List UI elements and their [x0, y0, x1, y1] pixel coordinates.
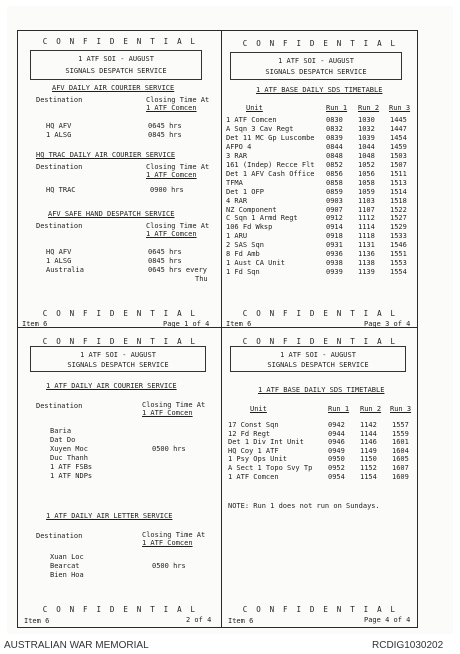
- item-label: Item 6: [228, 617, 254, 625]
- run-time-cell: 1529: [390, 223, 407, 232]
- title-line-2: SIGNALS DESPATCH SERVICE: [67, 361, 169, 369]
- page-number: Page 1 of 4: [163, 320, 210, 328]
- run-time-cell: 1039: [358, 133, 375, 142]
- run-time-cell: 1044: [358, 142, 375, 151]
- time-cell: 0645 hrs: [148, 248, 182, 256]
- run-time-cell: 1149: [360, 446, 377, 455]
- run-time-cell: 0914: [326, 223, 343, 232]
- run-time-cell: 1553: [390, 259, 407, 268]
- column-header-run-1: Run 1: [328, 405, 350, 413]
- unit-cell: A Sqn 3 Cav Regt: [226, 124, 294, 133]
- run-time-cell: 0952: [328, 464, 345, 472]
- page-number: Page 4 of 4: [364, 616, 411, 624]
- run-time-cell: 1131: [358, 241, 375, 250]
- unit-cell: C Sqn 1 Armd Regt: [226, 214, 298, 223]
- time-cell: 0900 hrs: [150, 186, 184, 194]
- unit-cell: 1 Psy Ops Unit: [228, 455, 288, 464]
- bottom-confidential-marking: C O N F I D E N T I A L: [42, 309, 198, 318]
- time-cell: 0645 hrs every: [148, 266, 208, 274]
- unit-cell: 106 Fd Wksp: [226, 223, 273, 232]
- run-time-cell: 1551: [390, 250, 407, 259]
- time-cell-continued: Thu: [195, 275, 208, 283]
- run-time-cell: 1118: [358, 232, 375, 241]
- unit-cell: A Sect 1 Topo Svy Tp: [228, 464, 313, 472]
- unit-cell: 161 (Indep) Recce Flt: [226, 160, 315, 169]
- time-cell: 0500 hrs: [152, 562, 186, 570]
- destination-cell: 1 ALSG: [46, 131, 72, 139]
- run-time-cell: 0903: [326, 196, 343, 205]
- destination-cell: Bearcat: [50, 562, 80, 570]
- column-header-closing-time: Closing Time At: [142, 531, 206, 539]
- column-header-comcen: 1 ATF Comcen: [146, 230, 197, 238]
- column-header-closing-time: Closing Time At: [146, 222, 210, 230]
- run-time-cell: 0832: [326, 124, 343, 133]
- destination-cell: HQ TRAC: [46, 186, 76, 194]
- column-header-destination: Destination: [36, 163, 83, 171]
- unit-cell: Det 1 OFP: [226, 187, 264, 196]
- run-time-cell: 1052: [358, 160, 375, 169]
- title-line-1: 1 ATF SOI - AUGUST: [78, 55, 154, 63]
- run-time-cell: 1447: [390, 124, 407, 133]
- run-time-cell: 1554: [390, 268, 407, 277]
- run-time-cell: 1605: [392, 455, 409, 464]
- top-confidential-marking: C O N F I D E N T I A L: [42, 37, 198, 46]
- run-time-cell: 0918: [326, 232, 343, 241]
- unit-cell: 1 Fd Sqn: [226, 268, 260, 277]
- section-heading: 1 ATF DAILY AIR LETTER SERVICE: [46, 512, 173, 520]
- run-time-cell: 1150: [360, 455, 377, 464]
- destination-cell: Dat Do: [50, 436, 76, 444]
- run-time-cell: 1454: [390, 133, 407, 142]
- run-time-cell: 1144: [360, 429, 377, 438]
- destination-cell: 1 ATF NDPs: [50, 472, 93, 480]
- run-time-cell: 1142: [360, 421, 377, 429]
- run-time-cell: 1557: [392, 421, 409, 429]
- unit-cell: Det 11 MC Gp Luscombe: [226, 133, 315, 142]
- column-header-destination: Destination: [36, 402, 83, 410]
- destination-cell: Xuan Loc: [50, 553, 84, 561]
- run-time-cell: 1138: [358, 259, 375, 268]
- title-line-1: 1 ATF SOI - AUGUST: [280, 351, 356, 359]
- run-time-cell: 0938: [326, 259, 343, 268]
- section-heading: 1 ATF DAILY AIR COURIER SERVICE: [46, 382, 177, 390]
- run-time-cell: 1527: [390, 214, 407, 223]
- column-header-destination: Destination: [36, 222, 83, 230]
- run-time-cell: 0839: [326, 133, 343, 142]
- section-heading: HQ TRAC DAILY AIR COURIER SERVICE: [36, 151, 176, 159]
- run-time-cell: 0830: [326, 116, 343, 124]
- run-time-cell: 1107: [358, 205, 375, 214]
- unit-cell: 1 ARU: [226, 232, 248, 241]
- run-time-cell: 0949: [328, 446, 345, 455]
- time-cell: 0845 hrs: [148, 131, 182, 139]
- run-time-cell: 1103: [358, 196, 375, 205]
- run-time-cell: 1601: [392, 438, 409, 447]
- title-line-1: 1 ATF SOI - AUGUST: [80, 351, 156, 359]
- run-time-cell: 1546: [390, 241, 407, 250]
- destination-cell: Duc Thanh: [50, 454, 88, 462]
- destination-cell: Bien Hoa: [50, 571, 84, 579]
- column-header-run-1: Run 1: [326, 104, 348, 112]
- unit-cell: 17 Const Sqn: [228, 421, 279, 429]
- item-label: Item 6: [24, 617, 50, 625]
- column-header-closing-time: Closing Time At: [146, 96, 210, 104]
- destination-cell: 1 ALSG: [46, 257, 72, 265]
- run-time-cell: 0848: [326, 151, 343, 160]
- run-time-cell: 0946: [328, 438, 345, 447]
- column-header-destination: Destination: [36, 96, 83, 104]
- column-header-comcen: 1 ATF Comcen: [146, 171, 197, 179]
- destination-cell: Xuyen Moc: [50, 445, 88, 453]
- column-header-closing-time: Closing Time At: [142, 401, 206, 409]
- title-line-2: SIGNALS DESPATCH SERVICE: [65, 67, 167, 75]
- title-line-1: 1 ATF SOI - AUGUST: [278, 57, 354, 65]
- unit-cell: Det 1 Div Int Unit: [228, 438, 304, 447]
- archive-reference: RCDIG1030202: [372, 640, 444, 651]
- run-time-cell: 1604: [392, 446, 409, 455]
- top-confidential-marking: C O N F I D E N T I A L: [242, 39, 398, 48]
- run-time-cell: 0936: [326, 250, 343, 259]
- column-header-run-2: Run 2: [358, 104, 380, 112]
- top-confidential-marking: C O N F I D E N T I A L: [242, 337, 398, 346]
- column-header-unit: Unit: [250, 405, 267, 413]
- unit-cell: 1 ATF Comcen: [226, 116, 277, 124]
- unit-cell: NZ Component: [226, 205, 277, 214]
- run-time-cell: 1533: [390, 232, 407, 241]
- run-time-cell: 0950: [328, 455, 345, 464]
- unit-cell: 3 RAR: [226, 151, 248, 160]
- time-cell: 0500 hrs: [152, 445, 186, 453]
- run-time-cell: 0944: [328, 429, 345, 438]
- bottom-confidential-marking: C O N F I D E N T I A L: [242, 605, 398, 614]
- run-time-cell: 1607: [392, 464, 409, 472]
- title-line-2: SIGNALS DESPATCH SERVICE: [267, 361, 369, 369]
- destination-cell: 1 ATF FSBs: [50, 463, 93, 471]
- unit-cell: 2 SAS Sqn: [226, 241, 264, 250]
- top-confidential-marking: C O N F I D E N T I A L: [42, 337, 198, 346]
- unit-cell: 1 Aust CA Unit: [226, 259, 286, 268]
- page-number: Page 3 of 4: [364, 320, 411, 328]
- column-header-comcen: 1 ATF Comcen: [146, 104, 197, 112]
- run-time-cell: 1114: [358, 223, 375, 232]
- run-time-cell: 1518: [390, 196, 407, 205]
- column-header-closing-time: Closing Time At: [146, 163, 210, 171]
- unit-cell: 12 Fd Regt: [228, 429, 271, 438]
- destination-cell: HQ AFV: [46, 122, 72, 130]
- horizontal-divider: [17, 327, 418, 328]
- run-time-cell: 1511: [390, 169, 407, 178]
- item-label: Item 6: [22, 320, 48, 328]
- run-time-cell: 1112: [358, 214, 375, 223]
- run-time-cell: 1154: [360, 472, 377, 481]
- page-number: 2 of 4: [186, 616, 212, 624]
- run-time-cell: 1059: [358, 187, 375, 196]
- column-header-run-3: Run 3: [390, 405, 412, 413]
- column-header-comcen: 1 ATF Comcen: [142, 409, 193, 417]
- run-time-cell: 1559: [392, 429, 409, 438]
- run-time-cell: 0852: [326, 160, 343, 169]
- run-time-cell: 1609: [392, 472, 409, 481]
- run-time-cell: 1445: [390, 116, 407, 124]
- run-time-cell: 0907: [326, 205, 343, 214]
- destination-cell: Australia: [46, 266, 84, 274]
- section-heading: AFV DAILY AIR COURIER SERVICE: [52, 84, 175, 92]
- run-time-cell: 1507: [390, 160, 407, 169]
- column-header-unit: Unit: [246, 104, 263, 112]
- run-time-cell: 0858: [326, 178, 343, 187]
- run-time-cell: 1514: [390, 187, 407, 196]
- run-time-cell: 1146: [360, 438, 377, 447]
- run-time-cell: 0912: [326, 214, 343, 223]
- run-time-cell: 0931: [326, 241, 343, 250]
- unit-cell: Det 1 AFV Cash Office: [226, 169, 315, 178]
- timetable-heading: 1 ATF BASE DAILY SDS TIMETABLE: [258, 386, 385, 394]
- section-heading: AFV SAFE HAND DESPATCH SERVICE: [48, 210, 175, 218]
- run-time-cell: 1513: [390, 178, 407, 187]
- run-time-cell: 1136: [358, 250, 375, 259]
- run-time-cell: 1058: [358, 178, 375, 187]
- unit-cell: AFPO 4: [226, 142, 252, 151]
- unit-cell: 4 RAR: [226, 196, 248, 205]
- run-time-cell: 1056: [358, 169, 375, 178]
- item-label: Item 6: [226, 320, 252, 328]
- timetable-heading: 1 ATF BASE DAILY SDS TIMETABLE: [256, 86, 383, 94]
- title-line-2: SIGNALS DESPATCH SERVICE: [265, 68, 367, 76]
- column-header-run-2: Run 2: [360, 405, 382, 413]
- column-header-destination: Destination: [36, 532, 83, 540]
- time-cell: 0645 hrs: [148, 122, 182, 130]
- run-time-cell: 1139: [358, 268, 375, 277]
- run-time-cell: 0844: [326, 142, 343, 151]
- archive-name: AUSTRALIAN WAR MEMORIAL: [4, 640, 149, 651]
- run-time-cell: 1152: [360, 464, 377, 472]
- destination-cell: Baria: [50, 427, 72, 435]
- run-time-cell: 0942: [328, 421, 345, 429]
- run-time-cell: 0856: [326, 169, 343, 178]
- bottom-confidential-marking: C O N F I D E N T I A L: [42, 605, 198, 614]
- vertical-divider: [221, 30, 222, 628]
- time-cell: 0845 hrs: [148, 257, 182, 265]
- column-header-comcen: 1 ATF Comcen: [142, 539, 193, 547]
- run-time-cell: 1522: [390, 205, 407, 214]
- run-time-cell: 1048: [358, 151, 375, 160]
- unit-cell: 8 Fd Amb: [226, 250, 260, 259]
- run-time-cell: 1032: [358, 124, 375, 133]
- run-time-cell: 1030: [358, 116, 375, 124]
- run-time-cell: 0859: [326, 187, 343, 196]
- unit-cell: HQ Coy 1 ATF: [228, 446, 279, 455]
- destination-cell: HQ AFV: [46, 248, 72, 256]
- run-time-cell: 0939: [326, 268, 343, 277]
- timetable-note: NOTE: Run 1 does not run on Sundays.: [228, 502, 380, 510]
- run-time-cell: 0954: [328, 472, 345, 481]
- run-time-cell: 1459: [390, 142, 407, 151]
- archive-footer: [0, 636, 460, 654]
- unit-cell: 1 ATF Comcen: [228, 472, 279, 481]
- bottom-confidential-marking: C O N F I D E N T I A L: [242, 309, 398, 318]
- run-time-cell: 1503: [390, 151, 407, 160]
- column-header-run-3: Run 3: [389, 104, 411, 112]
- unit-cell: TFMA: [226, 178, 243, 187]
